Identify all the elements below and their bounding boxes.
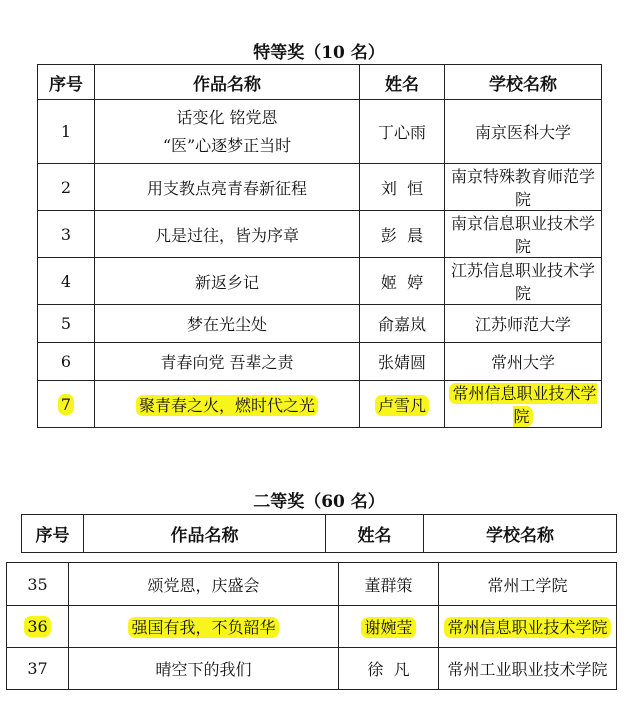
cell-school — [439, 606, 617, 648]
cell-name: 张婧圆 — [360, 343, 445, 381]
table-row — [38, 211, 602, 258]
cell-name: 董群策 — [339, 563, 439, 606]
cell-name: 俞嘉岚 — [360, 305, 445, 343]
cell-work-title: 新返乡记 — [95, 258, 360, 305]
cell-work-title: 用支教点亮青春新征程 — [95, 164, 360, 211]
header-school: 学校名称 — [445, 65, 602, 100]
cell-serial: 6 — [38, 343, 95, 381]
header-serial: 序号 — [38, 65, 95, 100]
cell-name: 丁心雨 — [360, 100, 445, 164]
cell-work-title: 晴空下的我们 — [69, 648, 339, 690]
table-header-row — [22, 515, 617, 553]
highlight-mark: 7 — [58, 394, 74, 415]
cell-name — [360, 381, 445, 428]
second-award-table — [6, 562, 617, 690]
header-serial: 序号 — [22, 515, 84, 553]
highlight-mark: 强国有我，不负韶华 — [128, 617, 278, 638]
highlight-mark: 36 — [24, 616, 50, 637]
cell-serial: 35 — [7, 563, 69, 606]
cell-serial: 1 — [38, 100, 95, 164]
cell-work-title: 梦在光尘处 — [95, 305, 360, 343]
cell-serial: 37 — [7, 648, 69, 690]
table-row — [38, 343, 602, 381]
table-row — [38, 164, 602, 211]
table-row — [38, 305, 602, 343]
cell-work-title — [95, 100, 360, 164]
cell-name: 姬 婷 — [360, 258, 445, 305]
highlight-mark: 卢雪凡 — [375, 395, 429, 416]
cell-work-title: 凡是过往，皆为序章 — [95, 211, 360, 258]
second-award-header-table — [21, 514, 617, 553]
work-title-line-2: “医”心逐梦正当时 — [162, 135, 292, 155]
header-work-title: 作品名称 — [84, 515, 326, 553]
highlight-mark: 谢婉莹 — [361, 617, 415, 638]
table-row — [38, 258, 602, 305]
work-title-line-1: 话变化 铭党恩 — [176, 107, 278, 127]
cell-serial — [7, 606, 69, 648]
cell-name — [339, 606, 439, 648]
cell-serial: 3 — [38, 211, 95, 258]
table-row-highlighted — [38, 381, 602, 428]
cell-work-title — [69, 606, 339, 648]
cell-work-title: 颂党恩，庆盛会 — [69, 563, 339, 606]
second-award-title: 二等奖（60 名） — [253, 492, 385, 512]
cell-name: 彭 晨 — [360, 211, 445, 258]
cell-school: 南京特殊教育师范学院 — [445, 164, 602, 211]
cell-school — [445, 381, 602, 428]
cell-name: 刘 恒 — [360, 164, 445, 211]
table-header-row — [38, 65, 602, 100]
cell-serial: 2 — [38, 164, 95, 211]
header-name: 姓名 — [360, 65, 445, 100]
table-row-highlighted — [7, 606, 617, 648]
cell-name: 徐 凡 — [339, 648, 439, 690]
highlight-mark: 常州信息职业技术学院 — [449, 383, 596, 427]
cell-school: 常州工学院 — [439, 563, 617, 606]
table-row — [7, 648, 617, 690]
cell-serial: 4 — [38, 258, 95, 305]
cell-school: 南京信息职业技术学院 — [445, 211, 602, 258]
header-work-title: 作品名称 — [95, 65, 360, 100]
cell-school: 江苏信息职业技术学院 — [445, 258, 602, 305]
cell-school: 江苏师范大学 — [445, 305, 602, 343]
table-row — [7, 563, 617, 606]
header-name: 姓名 — [326, 515, 424, 553]
cell-work-title: 青春向党 吾辈之责 — [95, 343, 360, 381]
cell-school: 常州大学 — [445, 343, 602, 381]
highlight-mark: 常州信息职业技术学院 — [444, 617, 610, 638]
cell-serial: 5 — [38, 305, 95, 343]
cell-school: 常州工业职业技术学院 — [439, 648, 617, 690]
highlight-mark: 聚青春之火，燃时代之光 — [136, 395, 318, 416]
special-award-table — [37, 64, 602, 428]
header-school: 学校名称 — [424, 515, 617, 553]
special-award-title: 特等奖（10 名） — [253, 43, 385, 63]
cell-work-title — [95, 381, 360, 428]
cell-serial — [38, 381, 95, 428]
table-row — [38, 100, 602, 164]
cell-school: 南京医科大学 — [445, 100, 602, 164]
